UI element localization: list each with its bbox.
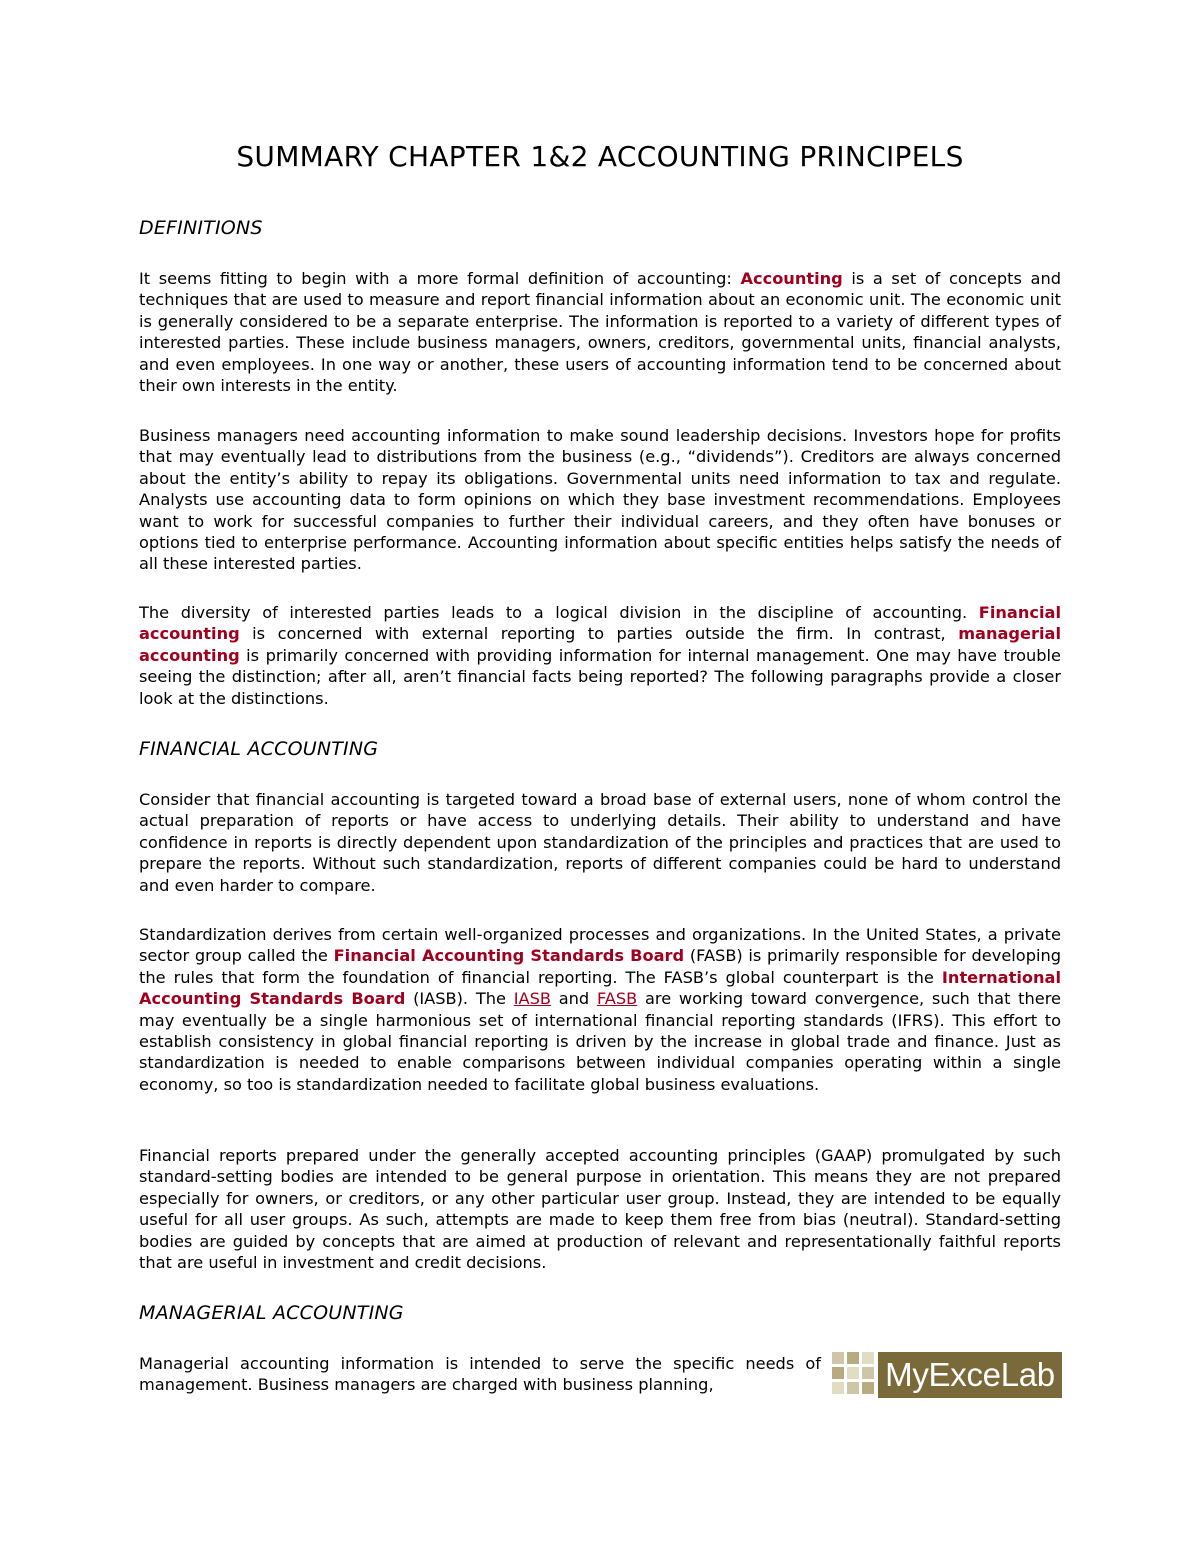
- term-iasb: International Accounting Standards Board: [139, 967, 1061, 1009]
- text-run: is concerned with external reporting to parties outside the firm. In contrast,: [239, 624, 959, 644]
- text-run: and: [550, 989, 597, 1009]
- definitions-paragraph-2: Business managers need accounting information to make sound leadership decisions. Investors hope for profits that may eventually lead to distributions from the business (e.g., “dividends”). Creditors are always concerned about the entity’s ability to repay its obligations. Governmental units need information to tax and regulate. Analysts use accounting data to form opinions on which they base investment recommendations. Employees want to work for successful companies to further their individual careers, and they often have bonuses or options tied to enterprise performance. Accounting information about specific entities helps satisfy the needs of all these interested parties.: [139, 426, 1061, 574]
- definitions-heading: DEFINITIONS: [139, 217, 263, 239]
- term-financial-accounting: Financial accounting: [139, 603, 1061, 644]
- term-fasb: Financial Accounting Standards Board: [333, 946, 685, 966]
- financial-paragraph-3: Financial reports prepared under the generally accepted accounting principles (GAAP) promulgated by such standard-setting bodies are intended to be general purpose in orientation. This means they are not prepared especially for owners, or creditors, or any other particular user group. Instead, they are intended to be equally useful for all user groups. As such, attempts are made to keep them free from bias (neutral). Standard-setting bodies are guided by concepts that are aimed at production of relevant and representationally faithful reports that are useful in investment and credit decisions.: [139, 1146, 1061, 1273]
- myexcelab-logo[interactable]: [832, 1352, 1062, 1398]
- text-run: The diversity of interested parties leads to a logical division in the discipline of accounting.: [139, 603, 979, 622]
- financial-paragraph-2: [139, 924, 1061, 1095]
- text-run: (IASB). The: [405, 989, 514, 1009]
- financial-accounting-heading: FINANCIAL ACCOUNTING: [139, 738, 379, 760]
- definitions-paragraph-1: [139, 268, 1061, 396]
- definitions-paragraph-3: [139, 602, 1061, 709]
- logo-grid-icon: [832, 1352, 876, 1396]
- managerial-accounting-heading: MANAGERIAL ACCOUNTING: [139, 1302, 404, 1324]
- text-run: is primarily concerned with providing information for internal management. One may have trouble seeing the distinction; after all, aren’t financial facts being reported? The following paragraphs provide a closer look at the distinctions.: [139, 645, 1061, 708]
- term-managerial-accounting: managerial accounting: [139, 624, 1061, 665]
- fasb-link[interactable]: FASB: [596, 989, 638, 1009]
- financial-paragraph-1: Consider that financial accounting is targeted toward a broad base of external users, none of whom control the actual preparation of reports or have access to underlying details. Their ability to understand and have confidence in reports is directly dependent upon standardization of the principles and practices that are used to prepare the reports. Without such standardization, reports of different companies could be hard to understand and even harder to compare.: [139, 790, 1061, 895]
- iasb-link[interactable]: IASB: [513, 989, 551, 1009]
- document-title: SUMMARY CHAPTER 1&2 ACCOUNTING PRINCIPELS: [236, 140, 964, 173]
- text-run: Standardization derives from certain well-organized processes and organizations. In the United States, a private sector group called the: [139, 925, 1061, 966]
- term-accounting: Accounting: [740, 269, 843, 288]
- logo-wordmark: MyExceLab: [878, 1352, 1062, 1398]
- text-run: (FASB) is primarily responsible for developing the rules that form the foundation of financial reporting. The FASB’s global counterpart is the: [139, 946, 1061, 987]
- managerial-paragraph-1: Managerial accounting information is intended to serve the specific needs of management. Business managers are charged with business planning,: [139, 1354, 821, 1395]
- text-run: It seems fitting to begin with a more formal definition of accounting:: [139, 269, 741, 288]
- text-run: are working toward convergence, such that there may eventually be a single harmonious set of international financial reporting standards (IFRS). This effort to establish consistency in global financial reporting is driven by the increase in global trade and finance. Just as standardization is needed to enable comparisons between individual companies operating within a single economy, so too is standardization needed to facilitate global business evaluations.: [139, 989, 1062, 1094]
- text-run: is a set of concepts and techniques that are used to measure and report financial information about an economic unit. The economic unit is generally considered to be a separate enterprise. The information is reported to a variety of different types of interested parties. These include business managers, owners, creditors, governmental units, financial analysts, and even employees. In one way or another, these users of accounting information tend to be concerned about their own interests in the entity.: [139, 269, 1061, 396]
